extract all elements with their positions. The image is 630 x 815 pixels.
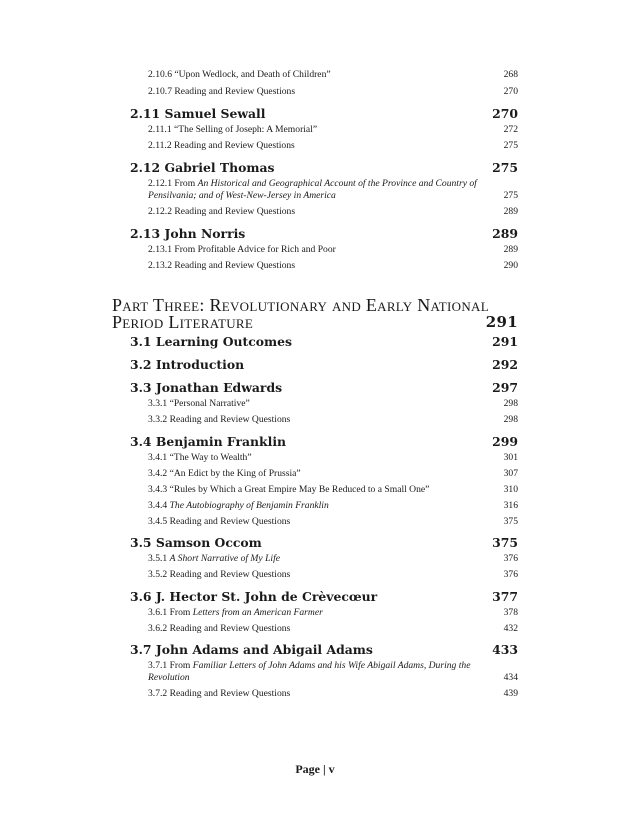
toc-entry-page: 290 [503,260,518,271]
toc-entry[interactable] [148,260,518,272]
toc-section-heading[interactable] [130,589,518,605]
toc-entry-title: 2.11.2 Reading and Review Questions [148,140,295,151]
toc-entry-page: 376 [503,553,518,564]
toc-entry-page: 289 [503,244,518,255]
toc-section-page: 291 [492,334,518,349]
toc-entry-page: 432 [503,623,518,634]
toc-entry[interactable] [148,206,518,218]
toc-entry-page: 307 [503,468,518,479]
page-footer [0,762,630,777]
toc-entry[interactable] [148,468,518,480]
toc-entry[interactable] [148,86,518,98]
toc-part-page: 291 [485,313,518,331]
footer-page-label: Page [295,762,320,776]
toc-entry-title: 3.5.1 A Short Narrative of My Life [148,553,281,564]
toc-entry-title: 3.4.2 “An Edict by the King of Prussia” [148,468,301,479]
toc-entry[interactable] [148,607,518,619]
toc-part-title-line1: Part Three: Revolutionary and Early National [112,295,489,315]
toc-section-title: 3.4 Benjamin Franklin [130,434,287,449]
footer-page-number: v [328,762,335,776]
toc-entry-page: 375 [503,516,518,527]
toc-entry-page: 275 [503,140,518,151]
toc-section-heading[interactable] [130,380,518,396]
toc-section-title: 3.6 J. Hector St. John de Crèvecœur [130,589,378,604]
toc-entry[interactable] [148,553,518,565]
toc-entry-title: 3.4.1 “The Way to Wealth” [148,452,252,463]
toc-entry[interactable] [148,124,518,136]
toc-section-page: 433 [492,642,518,657]
toc-entry-page: 439 [503,688,518,699]
toc-section-page: 377 [492,589,518,604]
toc-entry-title: 3.7.2 Reading and Review Questions [148,688,291,699]
toc-entry-page: 378 [503,607,518,618]
toc-section-page: 297 [492,380,518,395]
toc-section-page: 275 [492,160,518,175]
toc-entry[interactable] [148,500,518,512]
toc-part-heading[interactable] [112,297,518,331]
toc-entry-page: 301 [503,452,518,463]
toc-entry[interactable] [148,69,518,81]
toc-entry-page: 289 [503,206,518,217]
toc-section-title: 3.2 Introduction [130,357,245,372]
toc-section-title: 3.3 Jonathan Edwards [130,380,283,395]
toc-entry-page: 268 [503,69,518,80]
toc-section-heading[interactable] [130,535,518,551]
toc-part-title-line2: Period Literature [112,312,254,332]
toc-section-title: 2.11 Samuel Sewall [130,106,266,121]
toc-entry-title: 3.4.4 The Autobiography of Benjamin Franklin [148,500,329,511]
toc-section-heading[interactable] [130,160,518,176]
toc-entry[interactable] [148,484,518,496]
toc-entry-title: 3.4.3 “Rules by Which a Great Empire May Be Reduced to a Small One” [148,484,430,495]
toc-entry[interactable] [148,244,518,256]
toc-entry[interactable] [148,178,518,202]
toc-section-heading[interactable] [130,106,518,122]
toc-section-page: 289 [492,226,518,241]
toc-entry[interactable] [148,516,518,528]
toc-section-heading[interactable] [130,334,518,350]
footer-separator: | [323,762,326,776]
toc-entry-title: 3.3.1 “Personal Narrative” [148,398,250,409]
toc-section-heading[interactable] [130,642,518,658]
toc-entry-page: 376 [503,569,518,580]
toc-entry-page: 434 [503,672,518,683]
toc-entry[interactable] [148,660,518,684]
toc-entry-title: 3.4.5 Reading and Review Questions [148,516,291,527]
toc-entry-page: 270 [503,86,518,97]
toc-section-title: 3.7 John Adams and Abigail Adams [130,642,373,657]
toc-entry[interactable] [148,414,518,426]
toc-entry-title: 3.7.1 From Familiar Letters of John Adams and his Wife Abigail Adams, During the Revolution [148,660,471,683]
toc-entry-title: 3.5.2 Reading and Review Questions [148,569,291,580]
toc-section-page: 270 [492,106,518,121]
toc-entry-title: 3.3.2 Reading and Review Questions [148,414,291,425]
toc-entry-title: 3.6.1 From Letters from an American Farmer [148,607,323,618]
toc-section-heading[interactable] [130,434,518,450]
toc-entry-title: 3.6.2 Reading and Review Questions [148,623,291,634]
toc-section-page: 292 [492,357,518,372]
toc-entry[interactable] [148,623,518,635]
toc-entry-page: 275 [503,190,518,201]
toc-entry-page: 316 [503,500,518,511]
toc-entry-title: 2.13.1 From Profitable Advice for Rich and Poor [148,244,336,255]
toc-entry[interactable] [148,688,518,700]
toc-entry-title: 2.12.1 From An Historical and Geographical Account of the Province and Country of Pensilvania; and of West-New-Jersey in America [148,178,477,201]
toc-entry-page: 272 [503,124,518,135]
toc-section-page: 375 [492,535,518,550]
toc-section-title: 3.1 Learning Outcomes [130,334,293,349]
toc-entry[interactable] [148,452,518,464]
toc-entry[interactable] [148,569,518,581]
toc-entry-title: 2.13.2 Reading and Review Questions [148,260,296,271]
toc-section-page: 299 [492,434,518,449]
toc-entry[interactable] [148,398,518,410]
toc-section-title: 3.5 Samson Occom [130,535,262,550]
toc-entry-page: 298 [503,398,518,409]
toc-entry-title: 2.11.1 “The Selling of Joseph: A Memorial” [148,124,318,135]
toc-entry-title: 2.10.6 “Upon Wedlock, and Death of Children” [148,69,331,80]
toc-section-title: 2.12 Gabriel Thomas [130,160,275,175]
toc-section-heading[interactable] [130,226,518,242]
toc-section-heading[interactable] [130,357,518,373]
toc-entry-page: 310 [503,484,518,495]
toc-entry-page: 298 [503,414,518,425]
toc-section-title: 2.13 John Norris [130,226,246,241]
toc-entry-title: 2.10.7 Reading and Review Questions [148,86,296,97]
toc-entry[interactable] [148,140,518,152]
toc-entry-title: 2.12.2 Reading and Review Questions [148,206,296,217]
